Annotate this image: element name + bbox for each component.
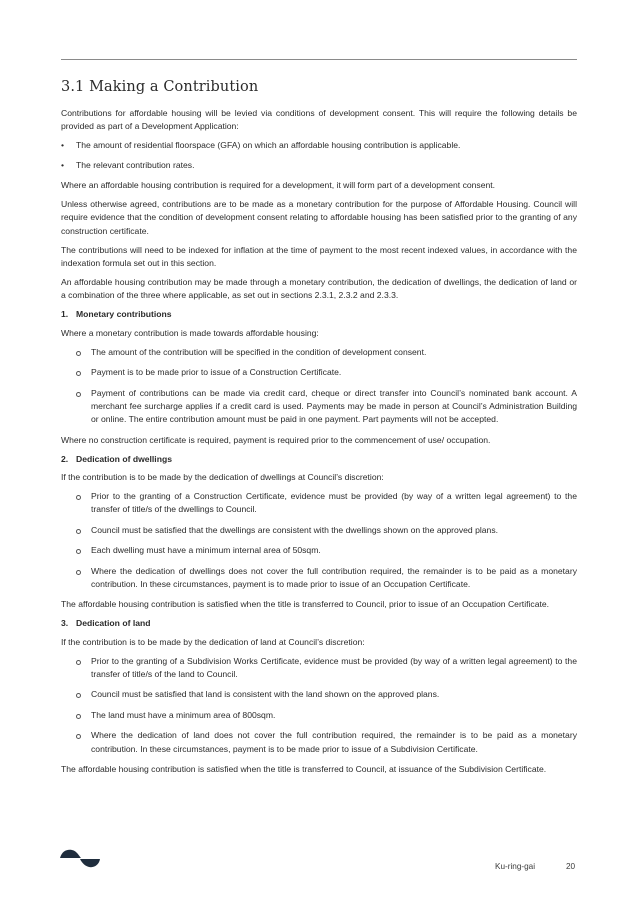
dwellings-intro: If the contribution is to be made by the dedication of dwellings at Council’s discretion: bbox=[61, 472, 384, 483]
monetary-list bbox=[61, 346, 577, 427]
page-content bbox=[61, 79, 577, 782]
council-wave-logo-icon bbox=[60, 848, 102, 875]
land-list bbox=[61, 655, 577, 756]
dwellings-outro: The affordable housing contribution is satisfied when the title is transferred to Council, prior to issue of an Occupation Certificate. bbox=[61, 599, 550, 610]
list-item: Payment of contributions can be made via credit card, cheque or direct transfer into Council’s nominated bank account. A merchant fee surcharge applies if a credit card is used. Payments may be made in person at Council’s Administration Building or online. The entire contribution amount must be paid in one payment. Part payments will not be accepted. bbox=[61, 387, 577, 427]
section-intro: Contributions for affordable housing will be levied via conditions of development consent. This will require the following details be provided as part of a Development Application: bbox=[61, 108, 577, 132]
heading-text: Monetary contributions bbox=[76, 309, 172, 320]
list-item: • The relevant contribution rates. bbox=[61, 159, 577, 172]
header-rule bbox=[61, 59, 577, 60]
section-title: 3.1 Making a Contribution bbox=[61, 79, 259, 95]
list-item: • The amount of residential floorspace (GFA) on which an affordable housing contribution is applicable. bbox=[61, 139, 577, 152]
list-item: Where the dedication of land does not cover the full contribution required, the remainder is to be paid as a monetary contribution. In these circumstances, payment is to be made prior to issue of a Subdivision Certificate. bbox=[61, 729, 577, 756]
footer-organisation: Ku-ring-gai bbox=[495, 862, 536, 871]
dwellings-list bbox=[61, 490, 577, 591]
land-intro: If the contribution is to be made by the dedication of land at Council’s discretion: bbox=[61, 636, 365, 647]
heading-text: Dedication of dwellings bbox=[76, 453, 172, 464]
monetary-heading bbox=[61, 308, 577, 321]
heading-number: 3. bbox=[61, 618, 69, 629]
heading-number: 1. bbox=[61, 309, 69, 320]
paragraph: An affordable housing contribution may be made through a monetary contribution, the dedication of dwellings, the dedication of land or a combination of the three where applicable, as set out in sections 2.3.1, 2.3.2 and 2.3.3. bbox=[61, 277, 577, 301]
list-item: The amount of the contribution will be specified in the condition of development consent. bbox=[61, 346, 577, 359]
list-item: Council must be satisfied that the dwellings are consistent with the dwellings shown on the approved plans. bbox=[61, 524, 577, 537]
paragraph: Where an affordable housing contribution is required for a development, it will form part of a development consent. bbox=[61, 180, 496, 191]
requirements-list bbox=[61, 139, 577, 172]
list-item: Council must be satisfied that land is consistent with the land shown on the approved plans. bbox=[61, 688, 577, 701]
list-item: Prior to the granting of a Subdivision Works Certificate, evidence must be provided (by way of a written legal agreement) to the transfer of title/s of the land to Council. bbox=[61, 655, 577, 682]
list-item: Prior to the granting of a Construction Certificate, evidence must be provided (by way of a written legal agreement) to the transfer of title/s of the dwellings to Council. bbox=[61, 490, 577, 517]
heading-text: Dedication of land bbox=[76, 618, 151, 629]
list-item: Where the dedication of dwellings does not cover the full contribution required, the remainder is to be paid as a monetary contribution. In these circumstances, payment is to made prior to issue of an Occupation Certificate. bbox=[61, 565, 577, 592]
paragraph: The contributions will need to be indexed for inflation at the time of payment to the most recent indexed values, in accordance with the indexation formula set out in this section. bbox=[61, 244, 577, 269]
heading-number: 2. bbox=[61, 453, 69, 464]
paragraph: Unless otherwise agreed, contributions are to be made as a monetary contribution for the purpose of Affordable Housing. Council will require evidence that the condition of development consent relating to affordable housing has been satisfied prior to the granting of any construction certificate. bbox=[61, 199, 577, 236]
list-item: Each dwelling must have a minimum internal area of 50sqm. bbox=[61, 544, 577, 557]
monetary-intro: Where a monetary contribution is made towards affordable housing: bbox=[61, 327, 319, 338]
page-number: 20 bbox=[566, 862, 576, 871]
land-outro: The affordable housing contribution is satisfied when the title is transferred to Council, at issuance of the Subdivision Certificate. bbox=[61, 764, 547, 775]
list-item: Payment is to be made prior to issue of a Construction Certificate. bbox=[61, 366, 577, 379]
land-heading bbox=[61, 617, 577, 630]
list-item: The land must have a minimum area of 800sqm. bbox=[61, 709, 577, 722]
dwellings-heading bbox=[61, 453, 577, 466]
monetary-outro: Where no construction certificate is required, payment is required prior to the commencement of use/ occupation. bbox=[61, 434, 491, 445]
